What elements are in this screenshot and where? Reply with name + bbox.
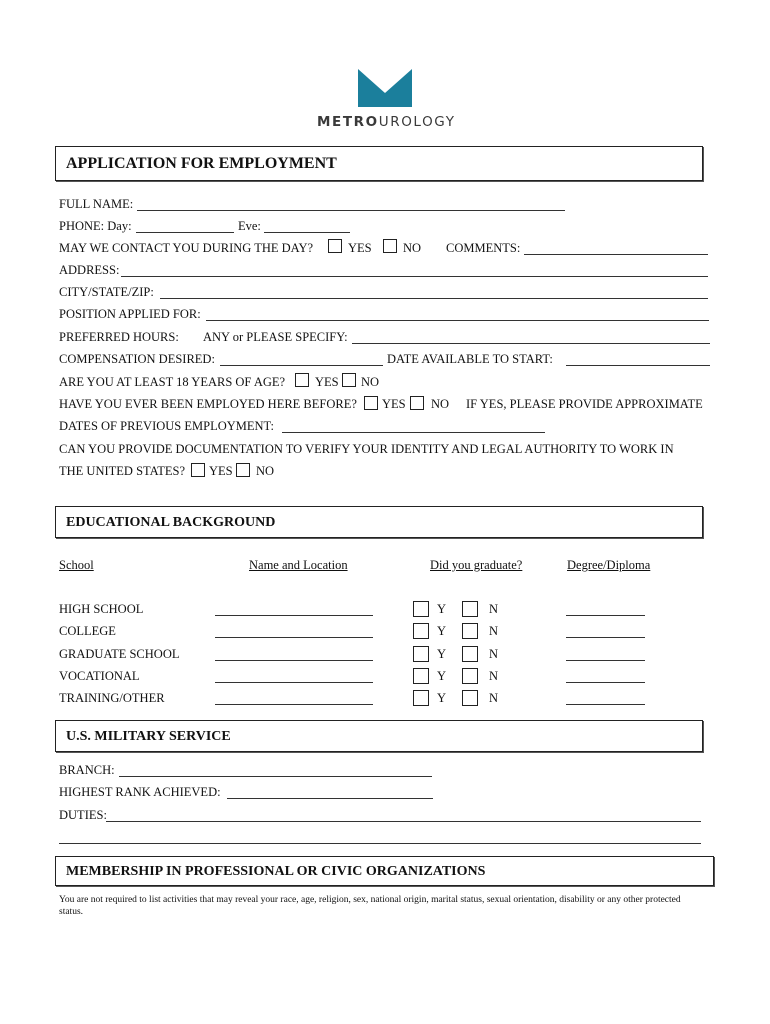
high-school-graduated-no-checkbox[interactable] [462, 601, 478, 617]
rank-field[interactable] [227, 798, 433, 799]
high-school-graduated-yes-checkbox[interactable] [413, 601, 429, 617]
logo-mark [358, 69, 412, 107]
branch-label: BRANCH: [59, 763, 115, 777]
preferred-hours-label: PREFERRED HOURS: [59, 330, 179, 344]
training-other-name-location-field[interactable] [215, 704, 373, 705]
vocational-name-location-field[interactable] [215, 682, 373, 683]
vocational-graduated-yes-checkbox[interactable] [413, 668, 429, 684]
yes-label: Y [437, 691, 447, 705]
school-row-label: GRADUATE SCHOOL [59, 647, 180, 661]
col-name-location: Name and Location [249, 558, 348, 572]
yes-label: Y [437, 669, 447, 683]
dates-previous-label: DATES OF PREVIOUS EMPLOYMENT: [59, 419, 275, 433]
logo-wordmark: METROUROLOGY [317, 114, 456, 130]
graduate-school-name-location-field[interactable] [215, 660, 373, 661]
vocational-degree-field[interactable] [566, 682, 645, 683]
contact-yes-label: YES [348, 241, 372, 255]
age-no-checkbox[interactable] [342, 373, 356, 387]
college-name-location-field[interactable] [215, 637, 373, 638]
documentation-question-cont: THE UNITED STATES? [59, 464, 186, 478]
col-graduate: Did you graduate? [430, 558, 523, 572]
no-label: N [489, 624, 499, 638]
col-degree: Degree/Diploma [567, 558, 651, 572]
city-state-zip-field[interactable] [160, 298, 708, 299]
duties-field-line-1[interactable] [106, 821, 701, 822]
date-available-label: DATE AVAILABLE TO START: [387, 352, 553, 366]
rank-label: HIGHEST RANK ACHIEVED: [59, 785, 221, 799]
high-school-name-location-field[interactable] [215, 615, 373, 616]
documentation-yes-checkbox[interactable] [191, 463, 205, 477]
phone-eve-field[interactable] [264, 232, 350, 233]
no-label: N [489, 602, 499, 616]
training-other-graduated-no-checkbox[interactable] [462, 690, 478, 706]
date-available-field[interactable] [566, 365, 710, 366]
contact-no-checkbox[interactable] [383, 239, 397, 253]
position-field[interactable] [206, 320, 709, 321]
military-section-header [55, 720, 703, 752]
preferred-hours-field[interactable] [352, 343, 710, 344]
address-field[interactable] [121, 276, 708, 277]
yes-label: Y [437, 647, 447, 661]
age-no-label: NO [361, 375, 380, 389]
graduate-school-degree-field[interactable] [566, 660, 645, 661]
membership-section-header [55, 856, 714, 886]
yes-label: Y [437, 624, 447, 638]
dates-previous-field[interactable] [282, 432, 545, 433]
no-label: N [489, 647, 499, 661]
position-label: POSITION APPLIED FOR: [59, 307, 201, 321]
phone-day-label: PHONE: Day: [59, 219, 132, 233]
duties-label: DUTIES: [59, 808, 107, 822]
compensation-label: COMPENSATION DESIRED: [59, 352, 215, 366]
employed-no-label: NO [431, 397, 450, 411]
full-name-label: FULL NAME: [59, 197, 134, 211]
college-graduated-no-checkbox[interactable] [462, 623, 478, 639]
school-row-label: HIGH SCHOOL [59, 602, 144, 616]
phone-eve-label: Eve: [238, 219, 261, 233]
branch-field[interactable] [119, 776, 432, 777]
contact-no-label: NO [403, 241, 422, 255]
comments-field[interactable] [524, 254, 708, 255]
training-other-degree-field[interactable] [566, 704, 645, 705]
page-title-box [55, 146, 703, 181]
school-row-label: COLLEGE [59, 624, 116, 638]
full-name-field[interactable] [137, 210, 565, 211]
employed-question: HAVE YOU EVER BEEN EMPLOYED HERE BEFORE? [59, 397, 357, 411]
no-label: N [489, 669, 499, 683]
documentation-no-label: NO [256, 464, 275, 478]
education-title: EDUCATIONAL BACKGROUND [66, 515, 276, 530]
graduate-school-graduated-no-checkbox[interactable] [462, 646, 478, 662]
city-state-zip-label: CITY/STATE/ZIP: [59, 285, 154, 299]
disclaimer-note: You are not required to list activities that may reveal your race, age, religion, sex, national origin, marital status, sexual orientation, disability or any other protected status. [59, 895, 681, 917]
duties-field-line-2[interactable] [59, 843, 701, 844]
graduate-school-graduated-yes-checkbox[interactable] [413, 646, 429, 662]
vocational-graduated-no-checkbox[interactable] [462, 668, 478, 684]
page-title: APPLICATION FOR EMPLOYMENT [66, 155, 337, 172]
no-label: N [489, 691, 499, 705]
education-section-header [55, 506, 703, 538]
membership-title: MEMBERSHIP IN PROFESSIONAL OR CIVIC ORGANIZATIONS [66, 864, 486, 879]
documentation-no-checkbox[interactable] [236, 463, 250, 477]
documentation-question: CAN YOU PROVIDE DOCUMENTATION TO VERIFY YOUR IDENTITY AND LEGAL AUTHORITY TO WORK IN [59, 442, 674, 456]
age-question: ARE YOU AT LEAST 18 YEARS OF AGE? [59, 375, 286, 389]
contact-question: MAY WE CONTACT YOU DURING THE DAY? [59, 241, 314, 255]
high-school-degree-field[interactable] [566, 615, 645, 616]
college-degree-field[interactable] [566, 637, 645, 638]
contact-yes-checkbox[interactable] [328, 239, 342, 253]
training-other-graduated-yes-checkbox[interactable] [413, 690, 429, 706]
age-yes-label: YES [315, 375, 339, 389]
col-school: School [59, 558, 94, 572]
military-title: U.S. MILITARY SERVICE [66, 729, 231, 744]
address-label: ADDRESS: [59, 263, 120, 277]
phone-day-field[interactable] [136, 232, 234, 233]
employed-yes-label: YES [382, 397, 406, 411]
yes-label: Y [437, 602, 447, 616]
school-row-label: VOCATIONAL [59, 669, 140, 683]
comments-label: COMMENTS: [446, 241, 521, 255]
school-row-label: TRAINING/OTHER [59, 691, 165, 705]
college-graduated-yes-checkbox[interactable] [413, 623, 429, 639]
age-yes-checkbox[interactable] [295, 373, 309, 387]
employed-no-checkbox[interactable] [410, 396, 424, 410]
employed-yes-checkbox[interactable] [364, 396, 378, 410]
if-yes-label: IF YES, PLEASE PROVIDE APPROXIMATE [466, 397, 703, 411]
compensation-field[interactable] [220, 365, 383, 366]
documentation-yes-label: YES [209, 464, 233, 478]
any-specify-label: ANY or PLEASE SPECIFY: [203, 330, 348, 344]
